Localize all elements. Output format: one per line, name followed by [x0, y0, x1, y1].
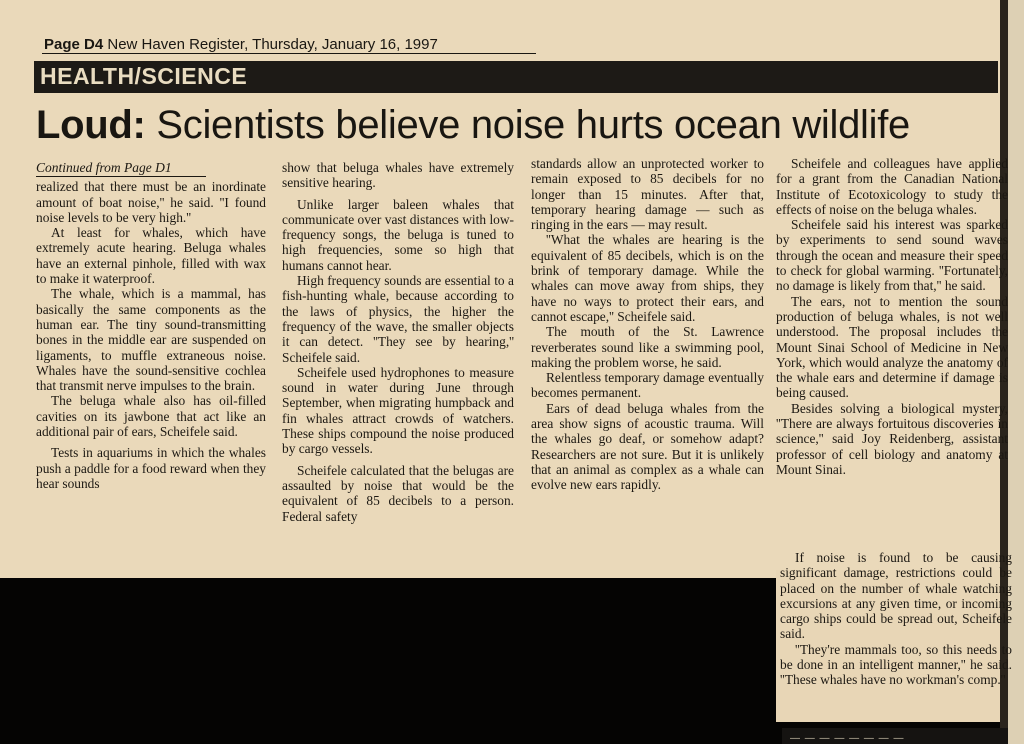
paragraph: realized that there must be an inordinate amount of boat noise,'' he said. ''I found noise levels to be very high.'' — [36, 179, 266, 225]
page-number: Page D4 — [44, 36, 104, 53]
paragraph: The beluga whale also has oil-filled cavities on its jawbone that act like an additional pair of ears, Scheifele said. — [36, 393, 266, 440]
paragraph: Scheifele said his interest was sparked by experiments to send sound waves through the ocean and measure their speed to check for global warming. ''Fortunately, no damage is likely from that,'' he said. — [776, 217, 1008, 294]
paragraph: The whale, which is a mammal, has basically the same components as the human ear. The tiny sound-transmitting bones in the middle ear are suspended on ligaments, to muffle extraneous noise. Whales have the sound-sensitive cochlea that transmit nerve impulses to the brain. — [36, 286, 266, 394]
article-column-1 — [36, 160, 266, 491]
paragraph: Tests in aquariums in which the whales push a paddle for a food reward when they hear sounds — [36, 445, 266, 491]
headline-keyword: Loud: — [36, 103, 146, 147]
paragraph: At least for whales, which have extremely acute hearing. Beluga whales have an external pinhole, filled with wax to make it waterproof. — [36, 225, 266, 287]
section-label: HEALTH/SCIENCE — [40, 63, 248, 89]
dateline — [44, 36, 438, 53]
paragraph: ''They're mammals too, so this needs to be done in an intelligent manner,'' he said. ''These whales have no workman's comp.'' — [780, 641, 1012, 688]
paragraph: Scheifele used hydrophones to measure sound in water during June through September, when migrating humpback and fin whales attract crowds of watchers. These ships compound the noise produced by cargo vessels. — [282, 364, 514, 457]
paragraph: ''What the whales are hearing is the equivalent of 85 decibels, which is on the brink of temporary damage. While the whales can move away from ships, they have no ways to protect their ears, and cannot escape,'' Scheifele said. — [531, 232, 764, 324]
article-column-2 — [282, 160, 514, 524]
paragraph: Besides solving a biological mystery, ''There are always fortuitous discoveries in science,'' said Joy Reidenberg, assistant professor of cell biology and anatomy at Mount Sinai. — [776, 400, 1008, 477]
headline-text: Scientists believe noise hurts ocean wildlife — [156, 103, 910, 147]
paragraph: If noise is found to be causing significant damage, restrictions could be placed on the number of whale watching excursions at any given time, or incoming cargo ships could be spread out, Scheifele said. — [780, 550, 1012, 642]
publication-date: New Haven Register, Thursday, January 16, 1997 — [107, 36, 438, 53]
paragraph: Relentless temporary damage eventually becomes permanent. — [531, 370, 764, 401]
continued-from: Continued from Page D1 — [36, 160, 206, 177]
article-column-4 — [776, 156, 1008, 477]
paragraph: standards allow an unprotected worker to remain exposed to 85 decibels for no longer than 15 minutes. After that, temporary hearing damage — such as ringing in the ears — may result. — [531, 156, 764, 233]
paragraph: The mouth of the St. Lawrence reverberates sound like a swimming pool, making the problem worse, he said. — [531, 324, 764, 370]
paragraph: Scheifele calculated that the belugas are assaulted by noise that would be the equivalent of 85 decibels to a person. Federal safety — [282, 462, 514, 524]
paragraph: show that beluga whales have extremely sensitive hearing. — [282, 160, 514, 191]
paragraph: High frequency sounds are essential to a fish-hunting whale, because according to the laws of physics, the higher the frequency of the wave, the smaller objects it can detect. ''They see by hearing,'' Scheifele said. — [282, 273, 514, 365]
paragraph: The ears, not to mention the sound production of beluga whales, is not well understood. The proposal includes the Mount Sinai School of Medicine in New York, which would analyze the anatomy of the whale ears and determine if damage is being caused. — [776, 293, 1008, 401]
paragraph: Unlike larger baleen whales that communicate over vast distances with low-frequency songs, the beluga is tuned to high frequencies, some so high that humans cannot hear. — [282, 196, 514, 273]
headline — [36, 103, 910, 148]
paragraph: Scheifele and colleagues have applied for a grant from the Canadian National Institute of Ecotoxicology to study the effects of noise on the beluga whales. — [776, 156, 1008, 217]
article-column-3 — [531, 156, 764, 493]
paragraph: Ears of dead beluga whales from the area show signs of acoustic trauma. Will the whales go deaf, or somehow adapt? Researchers are not sure. But it is unlikely that an animal as complex as a whale can evolve new ears rapidly. — [531, 400, 764, 493]
article-column-4-continued — [780, 550, 1012, 688]
bottom-strip-text: — — — — — — — — — [790, 733, 905, 744]
dateline-rule — [42, 53, 536, 54]
